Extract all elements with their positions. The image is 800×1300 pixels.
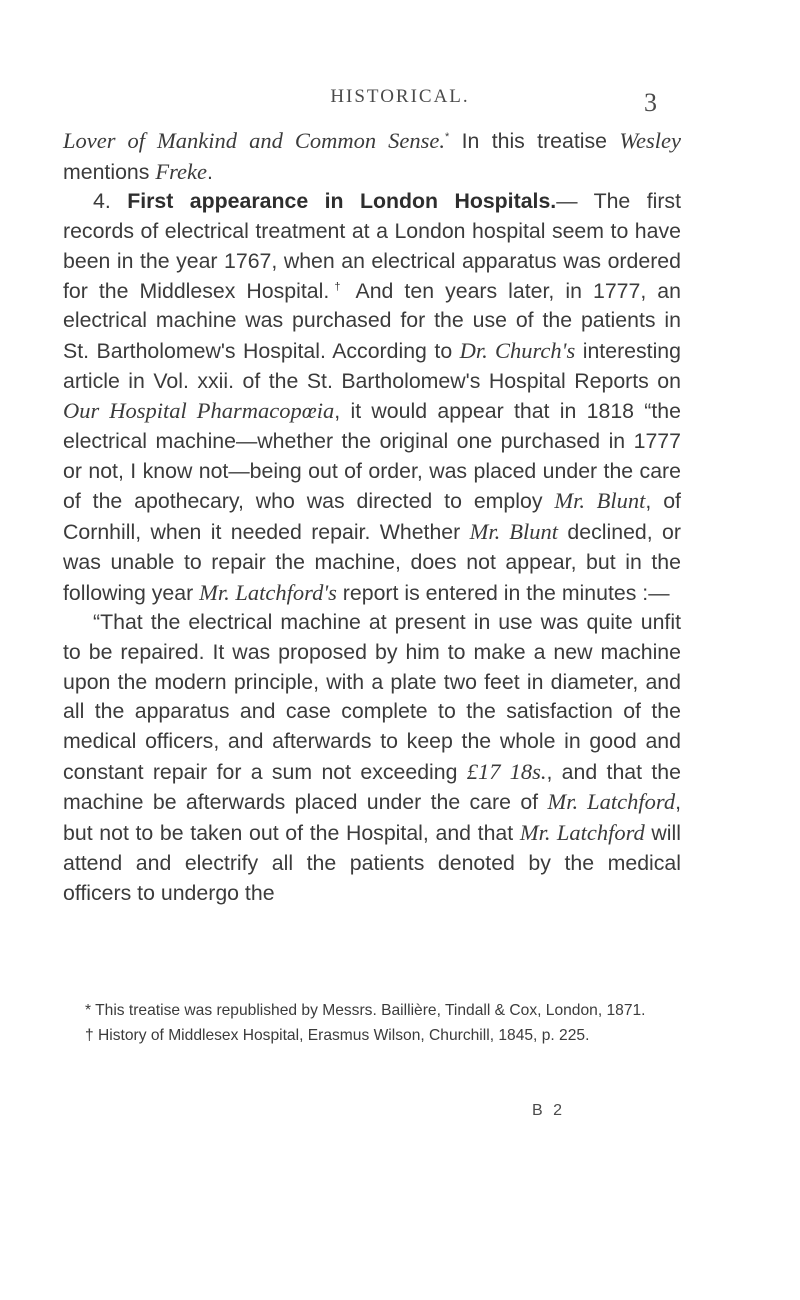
signature-mark: B 2 — [532, 1102, 566, 1119]
running-title: HISTORICAL. — [330, 86, 470, 107]
body-text — [63, 126, 681, 908]
paragraph-continuation: Lover of Mankind and Common Sense.* In this treatise Wesley mentions Freke. — [63, 128, 681, 184]
footnote-ref-asterisk: * — [445, 130, 450, 143]
section-heading: First appearance in London Hospitals. — [127, 189, 557, 214]
paragraph-quotation: “That the electrical machine at present in use was quite unfit to be repaired. It was proposed by him to make a new machine upon the modern principle, with a plate two feet in diameter, and all the apparatus and case complete to the satisfaction of the medical officers, and afterwards to keep the whole in good and constant repair for a sum not exceeding £17 18s., and that the machine be afterwards placed under the care of Mr. Latchford, but not to be taken out of the Hospital, and that Mr. Latchford will attend and electrify all the patients denoted by the medical officers to undergo the — [63, 610, 682, 905]
footnote-2: † History of Middlesex Hospital, Erasmus Wilson, Churchill, 1845, p. 225. — [85, 1027, 590, 1044]
footnote-1: * This treatise was republished by Messrs. Baillière, Tindall & Cox, London, 1871. — [85, 1002, 646, 1019]
paragraph-section-4: 4. First appearance in London Hospitals.— The first records of electrical treatment at a London hospital seem to have been in the year 1767, when an electrical apparatus was ordered for the Middlesex Hospital.† And ten years later, in 1777, an electrical machine was purchased for the use of the patients in St. Bartholomew's Hospital. According to Dr. Church's interesting article in Vol. xxii. of the St. Bartholomew's Hospital Reports on Our Hospital Pharmacopœia, it would appear that in 1818 “the electrical machine—whether the original one purchased in 1777 or not, I know not—being out of order, was placed under the care of the apothecary, who was directed to employ Mr. Blunt, of Cornhill, when it needed repair. Whether Mr. Blunt declined, or was unable to repair the machine, does not appear, but in the following year Mr. Latchford's report is entered in the minutes :— — [63, 189, 681, 605]
footnote-ref-dagger: † — [329, 280, 346, 293]
page-number: 3 — [644, 88, 657, 117]
footnotes — [63, 1000, 681, 1050]
